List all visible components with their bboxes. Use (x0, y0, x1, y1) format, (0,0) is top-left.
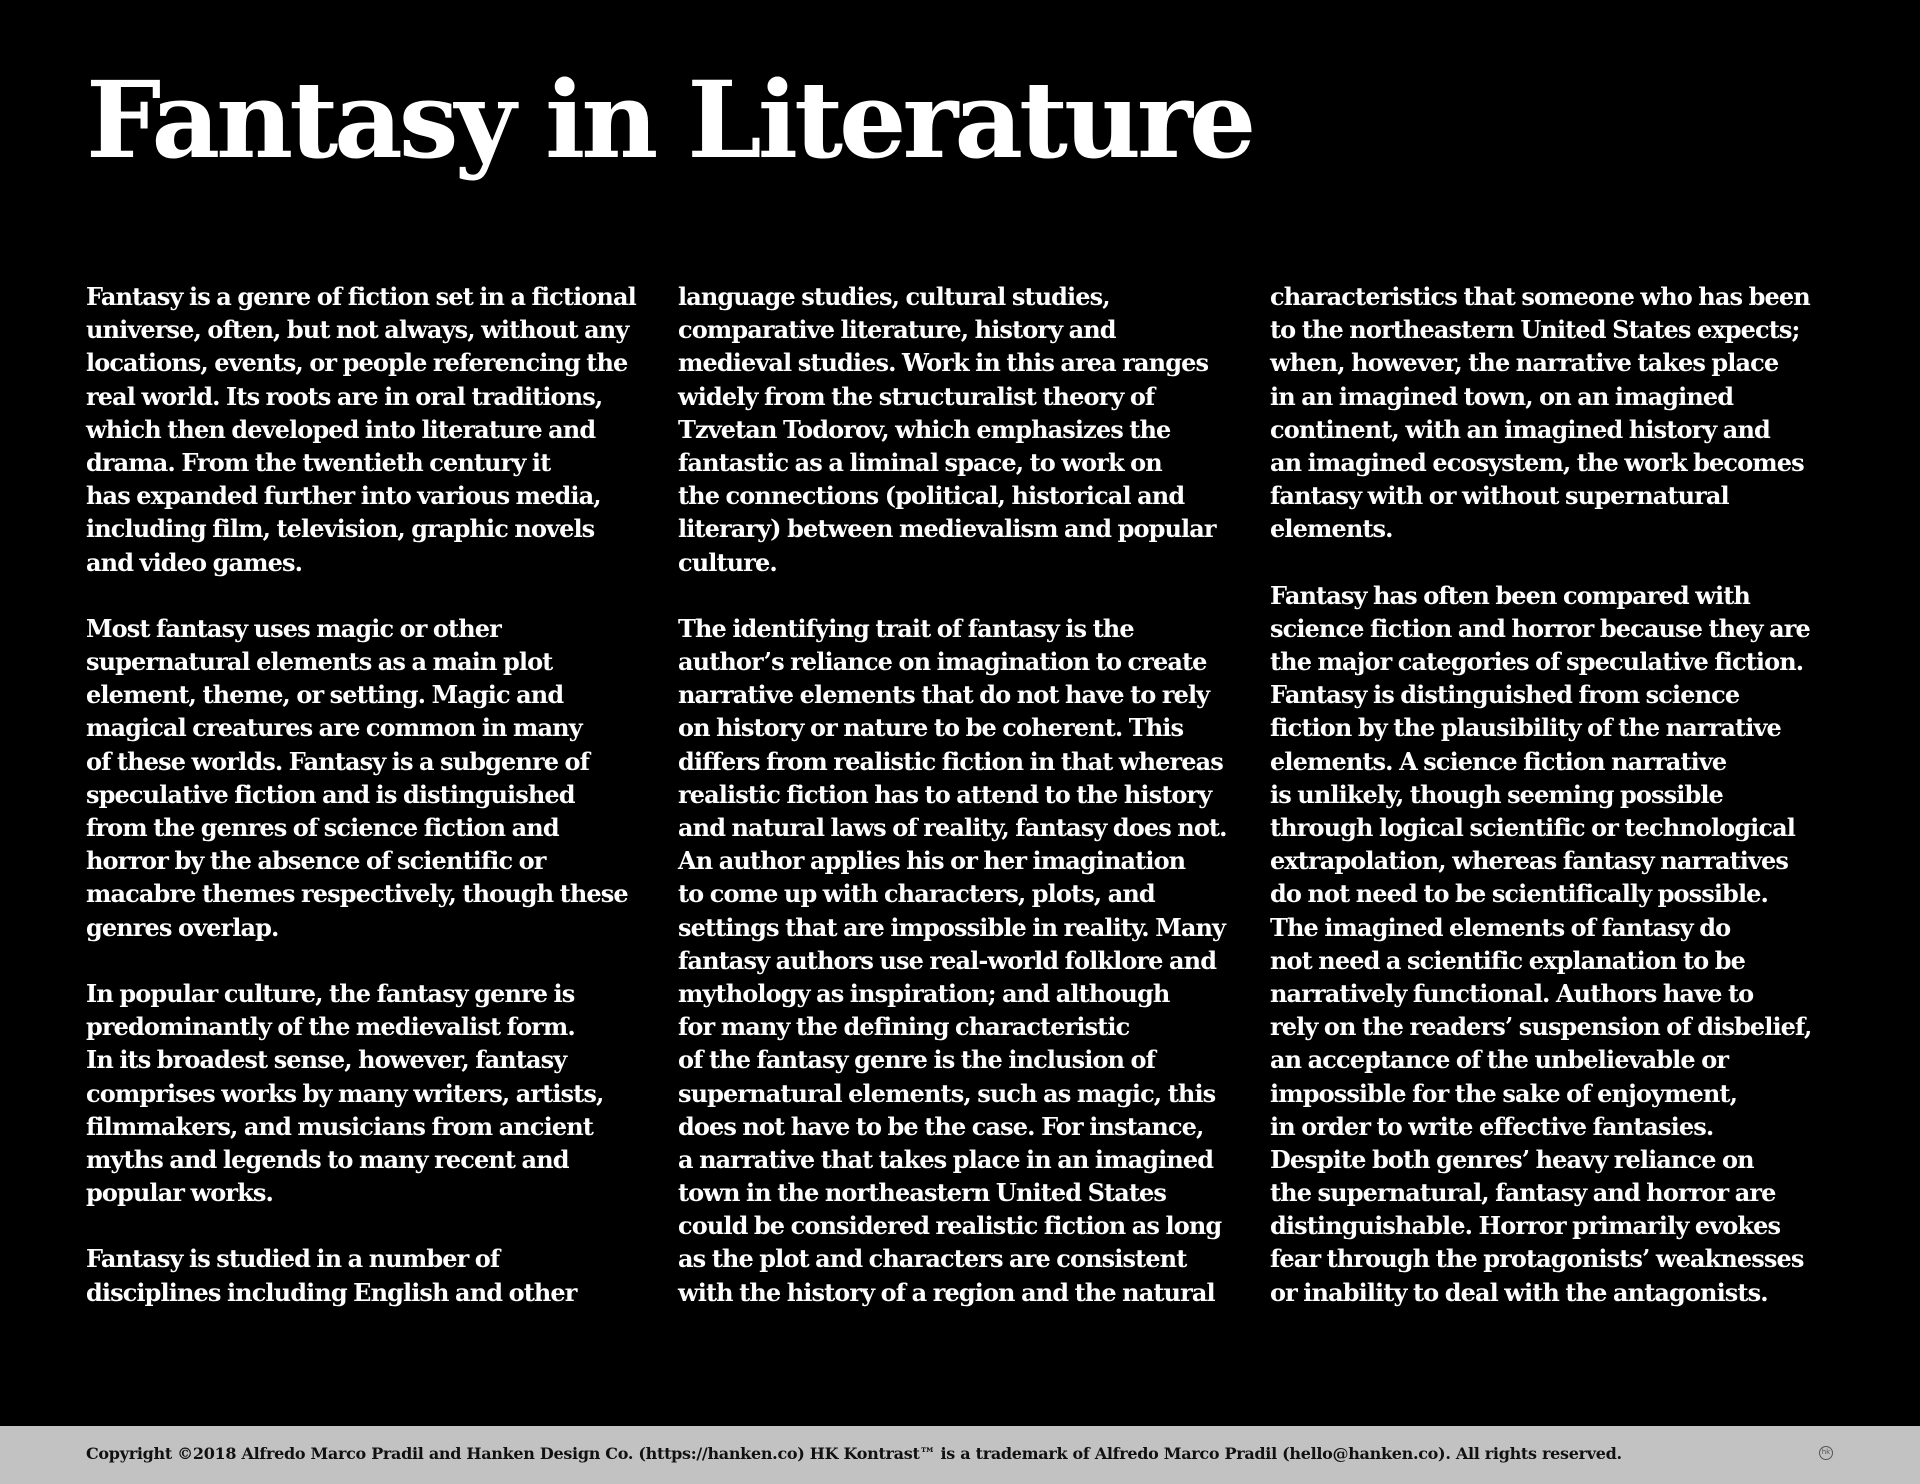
text-line: universe, often, but not always, without any (86, 315, 629, 345)
text-line: does not have to be the case. For instance, (678, 1111, 1204, 1141)
text-line: In popular culture, the fantasy genre is (86, 978, 575, 1008)
text-line: comparative literature, history and (678, 315, 1116, 345)
text-line: widely from the structuralist theory of (678, 381, 1155, 411)
paragraph-gap (86, 579, 666, 612)
text-line: magical creatures are common in many (86, 713, 582, 743)
text-line: town in the northeastern United States (678, 1178, 1167, 1208)
text-line: of the fantasy genre is the inclusion of (678, 1045, 1156, 1075)
text-line: do not need to be scientifically possible. (1270, 879, 1768, 909)
text-line: extrapolation, whereas fantasy narratives (1270, 846, 1789, 876)
text-line: has expanded further into various media, (86, 481, 601, 511)
text-line: narrative elements that do not have to rely (678, 680, 1210, 710)
copyright-text: Copyright ©2018 Alfredo Marco Pradil and Hanken Design Co. (https://hanken.co) HK Kontrast™ is a trademark of Alfredo Marco Pradil (hello@hanken.co). All rights reserved. (86, 1444, 1622, 1463)
text-line: the supernatural, fantasy and horror are (1270, 1178, 1776, 1208)
text-line: of these worlds. Fantasy is a subgenre of (86, 746, 590, 776)
text-line: Fantasy is a genre of fiction set in a fictional (86, 282, 636, 311)
text-column-2 (678, 280, 1258, 1309)
text-line: An author applies his or her imagination (678, 846, 1186, 876)
text-line: and video games. (86, 547, 303, 577)
text-line: comprises works by many writers, artists, (86, 1078, 604, 1108)
text-line: element, theme, or setting. Magic and (86, 680, 564, 710)
text-line: fantasy with or without supernatural (1270, 481, 1729, 511)
text-line: popular works. (86, 1178, 273, 1208)
text-line: real world. Its roots are in oral traditions, (86, 381, 603, 411)
text-line: Despite both genres’ heavy reliance on (1270, 1144, 1754, 1174)
hk-logo-icon: hk (1819, 1446, 1833, 1460)
text-line: as the plot and characters are consistent (678, 1244, 1187, 1274)
text-line: filmmakers, and musicians from ancient (86, 1111, 593, 1141)
paragraph-gap (86, 944, 666, 977)
text-line: realistic fiction has to attend to the history (678, 779, 1212, 809)
text-line: locations, events, or people referencing the (86, 348, 628, 378)
text-line: elements. (1270, 514, 1393, 544)
text-line: fantasy authors use real-world folklore and (678, 945, 1217, 975)
text-line: Most fantasy uses magic or other (86, 613, 501, 643)
text-line: culture. (678, 547, 777, 577)
text-line: is unlikely, though seeming possible (1270, 779, 1723, 809)
text-line: impossible for the sake of enjoyment, (1270, 1078, 1738, 1108)
text-line: speculative fiction and is distinguished (86, 779, 575, 809)
text-line: predominantly of the medievalist form. (86, 1012, 575, 1042)
text-line: an imagined ecosystem, the work becomes (1270, 447, 1804, 477)
text-line: narratively functional. Authors have to (1270, 978, 1754, 1008)
text-line: fantastic as a liminal space, to work on (678, 447, 1162, 477)
text-line: on history or nature to be coherent. This (678, 713, 1184, 743)
text-line: in order to write effective fantasies. (1270, 1111, 1714, 1141)
text-line: macabre themes respectively, though these (86, 879, 628, 909)
text-line: elements. A science fiction narrative (1270, 746, 1727, 776)
footer-bar (0, 1426, 1920, 1484)
text-line: and natural laws of reality, fantasy does not. (678, 813, 1227, 842)
text-line: genres overlap. (86, 912, 279, 942)
text-line: fear through the protagonists’ weaknesses (1270, 1244, 1804, 1274)
paragraph-gap (86, 1209, 666, 1242)
text-line: an acceptance of the unbelievable or (1270, 1045, 1729, 1075)
text-line: differs from realistic fiction in that whereas (678, 746, 1223, 776)
text-line: horror by the absence of scientific or (86, 846, 546, 876)
text-line: myths and legends to many recent and (86, 1144, 569, 1174)
text-line: The identifying trait of fantasy is the (678, 613, 1134, 643)
text-line: Fantasy has often been compared with (1270, 580, 1750, 610)
text-line: disciplines including English and other (86, 1277, 577, 1307)
text-line: The imagined elements of fantasy do (1270, 912, 1731, 942)
text-line: with the history of a region and the natural (678, 1277, 1215, 1307)
text-line: In its broadest sense, however, fantasy (86, 1045, 567, 1075)
text-line: medieval studies. Work in this area ranges (678, 348, 1209, 378)
page-title: Fantasy in Literature (86, 57, 1253, 182)
text-line: from the genres of science fiction and (86, 813, 559, 842)
text-line: author’s reliance on imagination to create (678, 647, 1207, 677)
text-line: when, however, the narrative takes place (1270, 348, 1779, 378)
text-line: rely on the readers’ suspension of disbelief, (1270, 1012, 1812, 1042)
text-line: the connections (political, historical and (678, 481, 1185, 511)
text-line: fiction by the plausibility of the narrative (1270, 713, 1781, 743)
text-line: distinguishable. Horror primarily evokes (1270, 1211, 1781, 1241)
text-line: through logical scientific or technological (1270, 813, 1795, 842)
text-line: supernatural elements as a main plot (86, 647, 553, 677)
text-line: which then developed into literature and (86, 414, 596, 444)
text-line: literary) between medievalism and popular (678, 514, 1216, 544)
text-line: to come up with characters, plots, and (678, 879, 1155, 909)
text-line: including film, television, graphic novels (86, 514, 595, 544)
text-line: Fantasy is distinguished from science (1270, 680, 1740, 710)
paragraph-gap (678, 579, 1258, 612)
text-line: Fantasy is studied in a number of (86, 1244, 500, 1274)
text-line: language studies, cultural studies, (678, 282, 1110, 311)
text-line: drama. From the twentieth century it (86, 447, 551, 477)
text-line: not need a scientific explanation to be (1270, 945, 1745, 975)
paragraph-gap (1270, 546, 1850, 579)
text-column-3 (1270, 280, 1850, 1309)
text-line: characteristics that someone who has been (1270, 282, 1810, 311)
text-line: for many the defining characteristic (678, 1012, 1130, 1042)
text-column-1 (86, 280, 666, 1309)
text-line: a narrative that takes place in an imagined (678, 1144, 1214, 1174)
text-line: mythology as inspiration; and although (678, 978, 1170, 1008)
text-line: to the northeastern United States expects; (1270, 315, 1800, 345)
text-line: could be considered realistic fiction as long (678, 1211, 1222, 1241)
text-line: Tzvetan Todorov, which emphasizes the (678, 414, 1171, 444)
text-line: the major categories of speculative fiction. (1270, 647, 1804, 677)
text-line: science fiction and horror because they are (1270, 613, 1810, 643)
text-line: settings that are impossible in reality. Many (678, 912, 1226, 942)
text-line: supernatural elements, such as magic, this (678, 1078, 1216, 1108)
text-line: or inability to deal with the antagonists. (1270, 1277, 1768, 1307)
text-line: continent, with an imagined history and (1270, 414, 1770, 444)
text-line: in an imagined town, on an imagined (1270, 381, 1734, 411)
